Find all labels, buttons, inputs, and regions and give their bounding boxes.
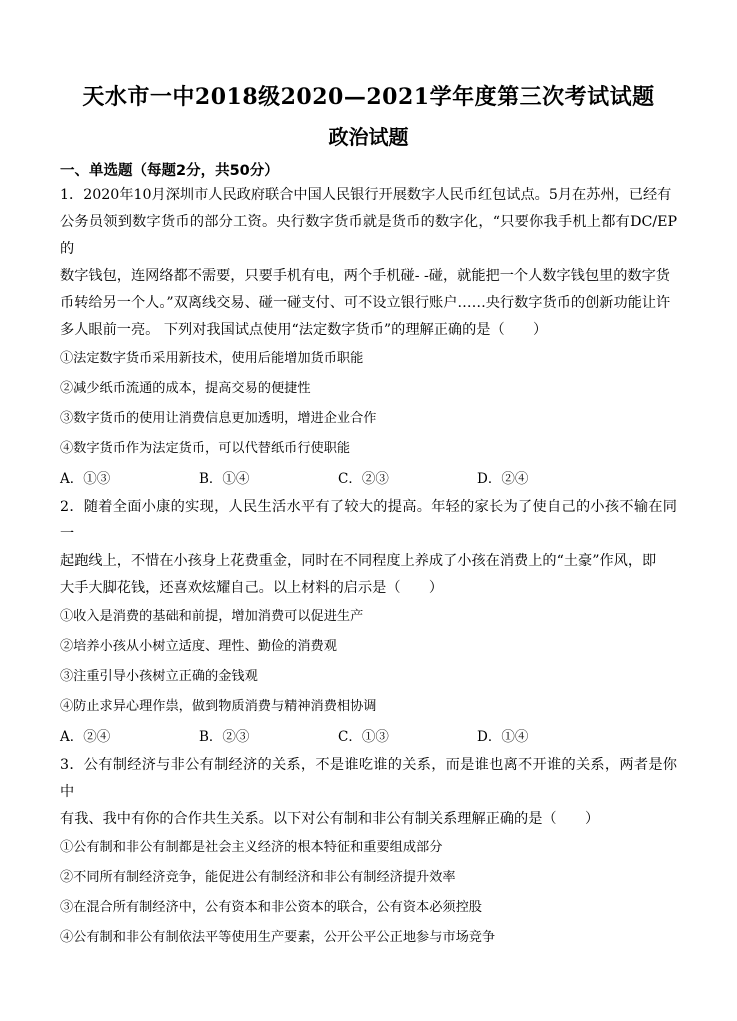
choice-d: D．①④	[477, 729, 529, 745]
question-2-option: ③注重引导小孩树立正确的金钱观	[60, 669, 258, 684]
question-2	[60, 494, 677, 752]
choice-b: B．①④	[199, 471, 250, 487]
exam-title: 天水市一中2018级2020—2021学年度第三次考试试题	[82, 84, 655, 110]
question-2-stem-line: 2．随着全面小康的实现，人民生活水平有了较大的提高。年轻的家长为了使自己的小孩不输在同一	[60, 499, 677, 542]
question-3-stem-line: 3．公有制经济与非公有制经济的关系，不是谁吃谁的关系，而是谁也离不开谁的关系，两者是你中	[60, 757, 677, 800]
question-1-stem-line: 币转给另一个人。”双离线交易、碰一碰支付、可不设立银行账户……央行数字货币的创新功能让许	[60, 295, 671, 311]
question-2-choices	[60, 722, 677, 752]
question-1-choices	[60, 464, 677, 494]
question-3-option: ①公有制和非公有制都是社会主义经济的根本特征和重要组成部分	[60, 840, 443, 855]
question-3-option: ④公有制和非公有制依法平等使用生产要素，公开公平公正地参与市场竞争	[60, 930, 496, 945]
choice-a: A．②④	[60, 729, 111, 745]
question-2-stem-line: 大手大脚花钱，还喜欢炫耀自己。以上材料的启示是（ ）	[60, 580, 444, 596]
question-2-option: ④防止求异心理作祟，做到物质消费与精神消费相协调	[60, 699, 377, 714]
exam-subtitle: 政治试题	[328, 125, 409, 149]
question-1	[60, 182, 677, 494]
question-1-stem-line: 多人眼前一亮。 下列对我国试点使用“法定数字货币”的理解正确的是（ ）	[60, 322, 548, 338]
choice-a: A．①③	[60, 471, 111, 487]
question-1-stem-line: 公务员领到数字货币的部分工资。央行数字货币就是货币的数字化，“只要你我手机上都有DC/EP的	[60, 214, 677, 257]
question-2-option: ②培养小孩从小树立适度、理性、勤俭的消费观	[60, 639, 337, 654]
question-1-stem-line: 数字钱包，连网络都不需要，只要手机有电，两个手机碰- -碰，就能把一个人数字钱包里的数字货	[60, 268, 670, 284]
question-1-stem-line: 1．2020年10月深圳市人民政府联合中国人民银行开展数字人民币红包试点。5月在苏州，已经有	[60, 187, 672, 203]
question-3-option: ③在混合所有制经济中，公有资本和非公资本的联合，公有资本必须控股	[60, 900, 482, 915]
choice-d: D．②④	[477, 471, 529, 487]
question-1-option: ④数字货币作为法定货币，可以代替纸币行使职能	[60, 441, 351, 456]
question-3-stem-line: 有我、我中有你的合作共生关系。以下对公有制和非公有制关系理解正确的是（ ）	[60, 811, 600, 827]
question-1-option: ①法定数字货币采用新技术，使用后能增加货币职能	[60, 351, 364, 366]
question-3-option: ②不同所有制经济竞争，能促进公有制经济和非公有制经济提升效率	[60, 870, 456, 885]
question-2-option: ①收入是消费的基础和前提，增加消费可以促进生产	[60, 609, 364, 624]
question-1-option: ③数字货币的使用让消费信息更加透明，增进企业合作	[60, 411, 377, 426]
question-1-option: ②减少纸币流通的成本，提高交易的便捷性	[60, 381, 311, 396]
choice-c: C．①③	[338, 729, 389, 745]
section-heading: 一、单选题（每题2分，共50分）	[60, 163, 279, 179]
choice-b: B．②③	[199, 729, 250, 745]
choice-c: C．②③	[338, 471, 389, 487]
question-3	[60, 752, 677, 953]
question-2-stem-line: 起跑线上，不惜在小孩身上花费重金，同时在不同程度上养成了小孩在消费上的“土豪”作风，即	[60, 553, 657, 569]
